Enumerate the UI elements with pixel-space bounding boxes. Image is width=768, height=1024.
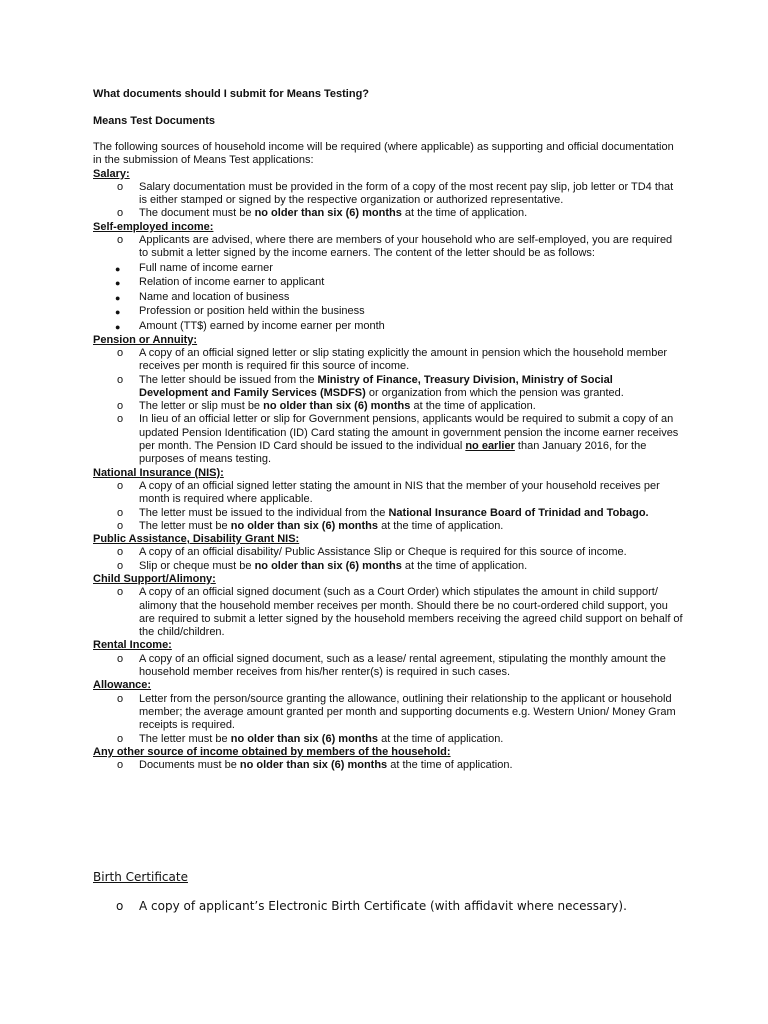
list-item: o The letter or slip must be no older than six (6) months at the time of application. [117,400,536,413]
rental-list [93,653,683,680]
list-item: o The letter must be issued to the individual from the National Insurance Board of Trinidad and Tobago. [117,506,649,519]
bullet-icon: o [117,180,124,193]
bullet-icon: o [117,586,124,599]
allowance-list [93,693,683,746]
page-subtitle: Means Test Documents [93,115,216,127]
section-heading-child-support: Child Support/Alimony: [93,572,216,585]
list-item: o Documents must be no older than six (6) months at the time of application. [117,759,513,772]
bullet-icon: o [116,899,124,913]
list-item-dot: ● Name and location of business [93,290,683,305]
bullet-icon: o [117,413,124,426]
bullet-icon: o [117,546,124,559]
list-item: o In lieu of an official letter or slip for Government pensions, applicants would be required to submit a copy of an updated Pension Identification (ID) Card stating the amount in government pension the income earner receives per month. The Pension ID Card should be issued to the individual no earlier than January 2016, for the purposes of means testing. [117,413,679,466]
nis-list [93,480,683,533]
public-assistance-list [93,546,683,573]
list-item-dot: ● Amount (TT$) earned by income earner per month [93,319,683,334]
list-item: o Letter from the person/source granting the allowance, outlining their relationship to the applicant or household member; the average amount granted per month and supporting documents e.g. Western Union/ Money Gram receipts is required. [117,692,676,732]
dot-icon: ● [115,307,121,318]
bullet-icon: o [117,373,124,386]
salary-list [93,181,683,221]
bullet-icon: o [117,519,124,532]
list-item-dot: ● Full name of income earner [93,261,683,276]
dot-icon: ● [115,278,121,289]
bullet-icon: o [117,732,124,745]
document-body [93,141,683,772]
list-item: o A copy of an official signed document, such as a lease/ rental agreement, stipulating the monthly amount the household member receives from his/her renter(s) is required in such cases. [117,652,666,679]
bullet-icon: o [117,692,124,705]
list-item: o The letter must be no older than six (6) months at the time of application. [117,519,504,532]
list-item: o A copy of an official signed letter stating the amount in NIS that the member of your household receives per month is required where applicable. [117,479,660,506]
section-heading-self-employed: Self-employed income: [93,220,214,233]
list-item: o Salary documentation must be provided in the form of a copy of the most recent pay slip, job letter or TD4 that is either stamped or signed by the respective organization or authorized representative. [117,180,674,207]
list-item: o The letter should be issued from the Ministry of Finance, Treasury Division, Ministry of Social Development and Family Services (MSDFS) or organization from which the pension was granted. [117,373,624,399]
section-heading-salary: Salary: [93,167,130,180]
intro-paragraph: The following sources of household income will be required (where applicable) as supporting and official documentation in the submission of Means Test applications: [93,141,674,167]
birth-certificate-heading: Birth Certificate [93,870,188,884]
bullet-icon: o [117,400,124,413]
section-heading-public-assistance: Public Assistance, Disability Grant NIS: [93,533,300,546]
section-heading-allowance: Allowance: [93,679,152,692]
list-item: o Applicants are advised, where there are members of your household who are self-employed, you are required to submit a letter signed by the income earners. The content of the letter should be as follows: [117,234,673,260]
section-heading-rental: Rental Income: [93,639,172,652]
list-item-dot: ● Profession or position held within the business [93,304,683,319]
page-title: What documents should I submit for Means Testing? [93,88,370,100]
dot-icon: ● [115,263,121,274]
list-item: o The letter must be no older than six (6) months at the time of application. [117,732,504,745]
list-item: o The document must be no older than six (6) months at the time of application. [117,207,528,220]
bullet-icon: o [117,207,124,220]
bullet-icon: o [117,759,124,772]
list-item: o A copy of an official signed letter or slip stating explicitly the amount in pension which the household member receives per month is required fir this source of income. [117,346,668,373]
list-item: o Slip or cheque must be no older than six (6) months at the time of application. [117,559,528,572]
child-support-list [93,586,683,639]
bullet-icon: o [117,506,124,519]
dot-icon: ● [115,292,121,303]
bullet-icon: o [117,652,124,665]
pension-list [93,347,683,467]
other-list [93,759,683,772]
list-item: o A copy of an official signed document (such as a Court Order) which stipulates the amount in child support/ alimony that the household member receives per month. Should there be no court-ordered child support, you are required to submit a letter signed by the household members receiving the agreed child support on behalf of the child/children. [117,586,683,639]
birth-certificate-item: o A copy of applicant’s Electronic Birth Certificate (with affidavit where necessary). [116,899,627,913]
bullet-icon: o [117,234,124,247]
list-item-dot: ● Relation of income earner to applicant [93,275,683,290]
bullet-icon: o [117,346,124,359]
section-heading-other: Any other source of income obtained by members of the household: [93,745,451,758]
section-heading-nis: National Insurance (NIS): [93,466,224,479]
section-heading-pension: Pension or Annuity: [93,333,198,346]
list-item: o A copy of an official disability/ Public Assistance Slip or Cheque is required for this source of income. [117,546,627,559]
bullet-icon: o [117,479,124,492]
self-employed-list [93,234,683,334]
dot-icon: ● [115,322,121,333]
bullet-icon: o [117,559,124,572]
